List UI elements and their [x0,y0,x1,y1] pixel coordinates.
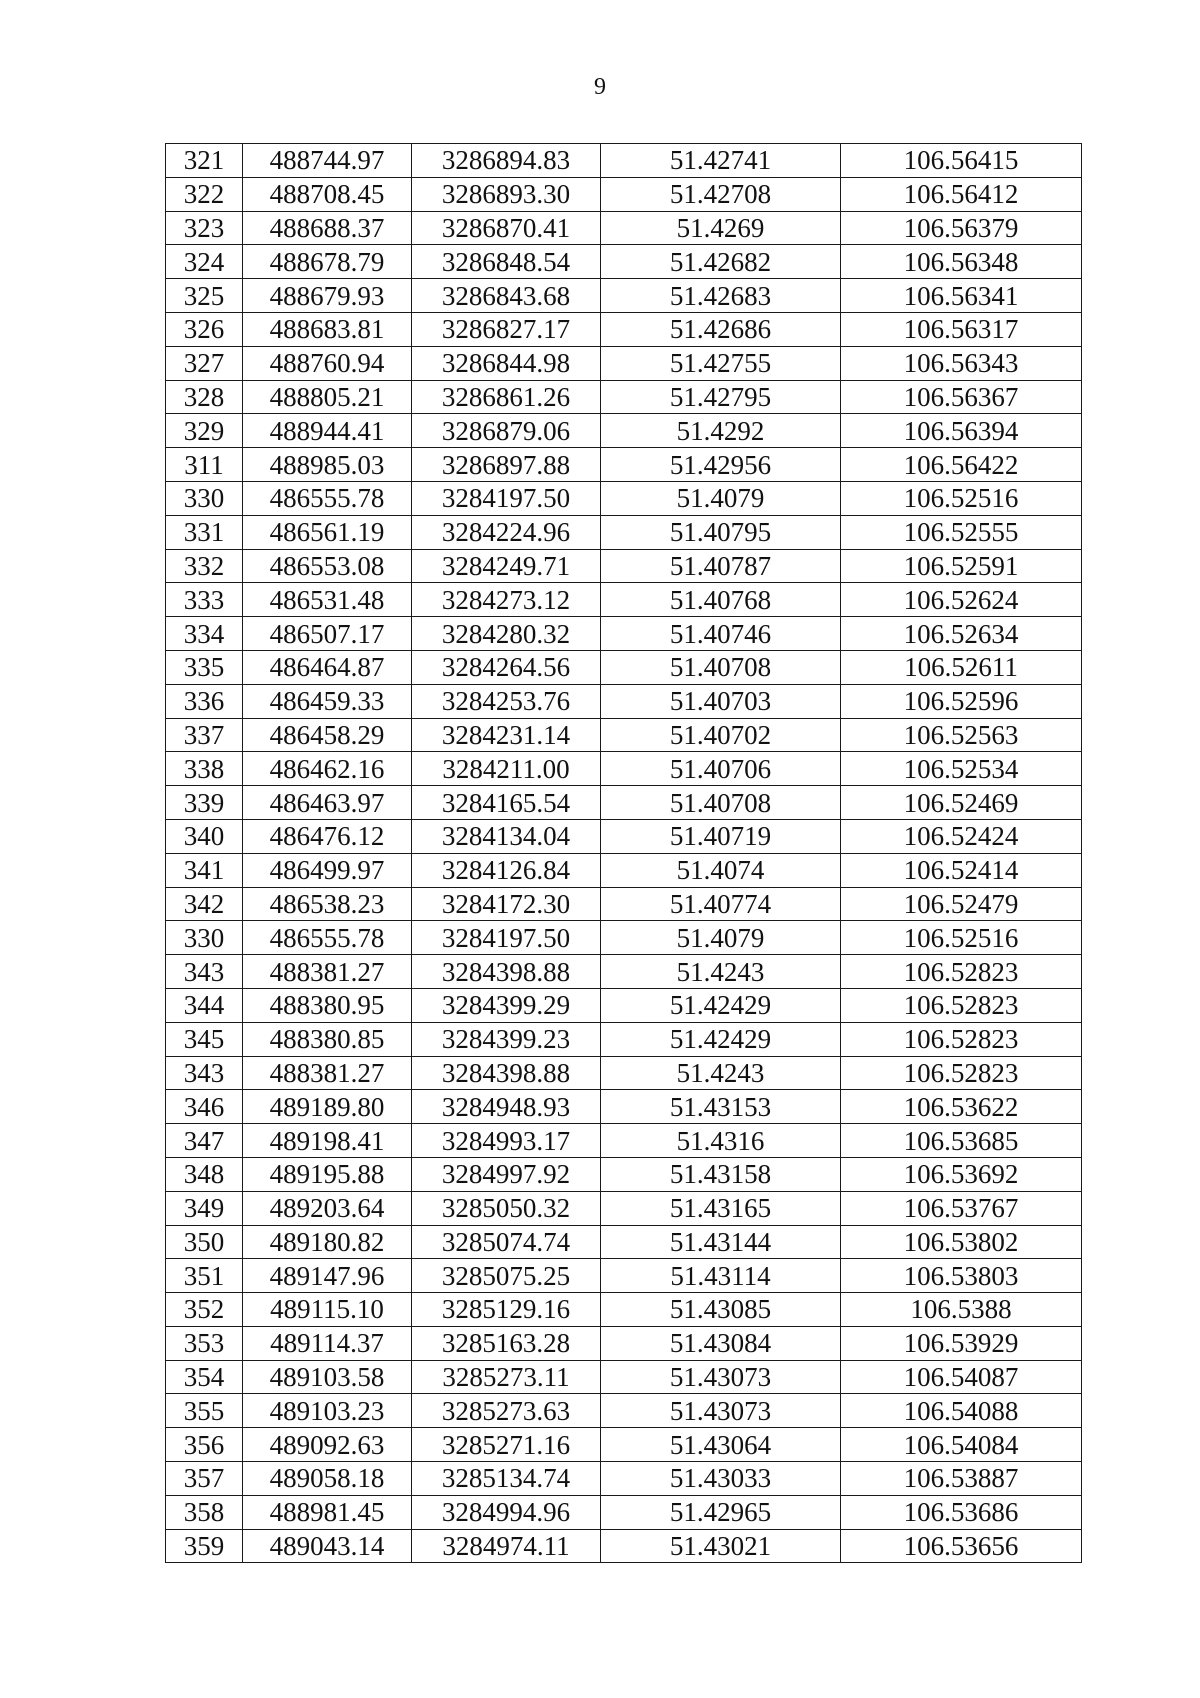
longitude-cell: 106.56348 [841,245,1082,279]
latitude-cell: 51.42429 [601,988,841,1022]
point-number-cell: 343 [166,955,243,989]
x-coordinate-cell: 488805.21 [243,380,412,414]
latitude-cell: 51.4316 [601,1124,841,1158]
longitude-cell: 106.52634 [841,617,1082,651]
longitude-cell: 106.53802 [841,1225,1082,1259]
latitude-cell: 51.42708 [601,177,841,211]
point-number-cell: 332 [166,549,243,583]
table-row [166,617,1082,651]
x-coordinate-cell: 486499.97 [243,853,412,887]
latitude-cell: 51.40708 [601,786,841,820]
longitude-cell: 106.56379 [841,211,1082,245]
table-row [166,1056,1082,1090]
y-coordinate-cell: 3286861.26 [412,380,601,414]
latitude-cell: 51.42965 [601,1495,841,1529]
latitude-cell: 51.40708 [601,650,841,684]
point-number-cell: 341 [166,853,243,887]
y-coordinate-cell: 3286848.54 [412,245,601,279]
x-coordinate-cell: 489092.63 [243,1428,412,1462]
y-coordinate-cell: 3284211.00 [412,752,601,786]
latitude-cell: 51.43073 [601,1394,841,1428]
y-coordinate-cell: 3284398.88 [412,1056,601,1090]
point-number-cell: 347 [166,1124,243,1158]
longitude-cell: 106.52823 [841,1022,1082,1056]
y-coordinate-cell: 3284224.96 [412,515,601,549]
longitude-cell: 106.52516 [841,481,1082,515]
point-number-cell: 358 [166,1495,243,1529]
x-coordinate-cell: 489058.18 [243,1462,412,1496]
x-coordinate-cell: 486553.08 [243,549,412,583]
longitude-cell: 106.53622 [841,1090,1082,1124]
longitude-cell: 106.52479 [841,887,1082,921]
latitude-cell: 51.42686 [601,312,841,346]
longitude-cell: 106.52414 [841,853,1082,887]
latitude-cell: 51.40702 [601,718,841,752]
x-coordinate-cell: 488744.97 [243,144,412,178]
latitude-cell: 51.42795 [601,380,841,414]
latitude-cell: 51.43073 [601,1360,841,1394]
longitude-cell: 106.52516 [841,921,1082,955]
table-row [166,1090,1082,1124]
x-coordinate-cell: 488708.45 [243,177,412,211]
point-number-cell: 328 [166,380,243,414]
latitude-cell: 51.42956 [601,448,841,482]
longitude-cell: 106.54084 [841,1428,1082,1462]
y-coordinate-cell: 3284197.50 [412,921,601,955]
coordinates-table-body [166,144,1082,1563]
table-row [166,1326,1082,1360]
longitude-cell: 106.53692 [841,1157,1082,1191]
latitude-cell: 51.42683 [601,279,841,313]
longitude-cell: 106.56343 [841,346,1082,380]
longitude-cell: 106.52823 [841,955,1082,989]
latitude-cell: 51.4079 [601,921,841,955]
table-row [166,1360,1082,1394]
table-row [166,144,1082,178]
table-row [166,448,1082,482]
y-coordinate-cell: 3285075.25 [412,1259,601,1293]
table-row [166,1157,1082,1191]
x-coordinate-cell: 489203.64 [243,1191,412,1225]
table-row [166,1462,1082,1496]
point-number-cell: 326 [166,312,243,346]
latitude-cell: 51.4074 [601,853,841,887]
x-coordinate-cell: 486462.16 [243,752,412,786]
y-coordinate-cell: 3284134.04 [412,819,601,853]
latitude-cell: 51.40774 [601,887,841,921]
latitude-cell: 51.4243 [601,955,841,989]
x-coordinate-cell: 486459.33 [243,684,412,718]
x-coordinate-cell: 486561.19 [243,515,412,549]
point-number-cell: 311 [166,448,243,482]
point-number-cell: 346 [166,1090,243,1124]
x-coordinate-cell: 486458.29 [243,718,412,752]
longitude-cell: 106.53686 [841,1495,1082,1529]
y-coordinate-cell: 3284994.96 [412,1495,601,1529]
table-row [166,684,1082,718]
table-row [166,752,1082,786]
longitude-cell: 106.53656 [841,1529,1082,1563]
x-coordinate-cell: 489147.96 [243,1259,412,1293]
point-number-cell: 329 [166,414,243,448]
point-number-cell: 337 [166,718,243,752]
longitude-cell: 106.56341 [841,279,1082,313]
x-coordinate-cell: 488380.95 [243,988,412,1022]
y-coordinate-cell: 3285134.74 [412,1462,601,1496]
longitude-cell: 106.52591 [841,549,1082,583]
x-coordinate-cell: 488760.94 [243,346,412,380]
y-coordinate-cell: 3285273.63 [412,1394,601,1428]
x-coordinate-cell: 486531.48 [243,583,412,617]
table-row [166,1124,1082,1158]
y-coordinate-cell: 3286870.41 [412,211,601,245]
x-coordinate-cell: 488381.27 [243,955,412,989]
table-row [166,279,1082,313]
longitude-cell: 106.56367 [841,380,1082,414]
x-coordinate-cell: 489114.37 [243,1326,412,1360]
y-coordinate-cell: 3284399.23 [412,1022,601,1056]
x-coordinate-cell: 489198.41 [243,1124,412,1158]
point-number-cell: 335 [166,650,243,684]
x-coordinate-cell: 488981.45 [243,1495,412,1529]
y-coordinate-cell: 3284126.84 [412,853,601,887]
y-coordinate-cell: 3286827.17 [412,312,601,346]
latitude-cell: 51.40746 [601,617,841,651]
latitude-cell: 51.4079 [601,481,841,515]
longitude-cell: 106.53803 [841,1259,1082,1293]
point-number-cell: 348 [166,1157,243,1191]
latitude-cell: 51.43153 [601,1090,841,1124]
point-number-cell: 327 [166,346,243,380]
longitude-cell: 106.52534 [841,752,1082,786]
latitude-cell: 51.43084 [601,1326,841,1360]
table-row [166,853,1082,887]
longitude-cell: 106.52611 [841,650,1082,684]
latitude-cell: 51.4243 [601,1056,841,1090]
table-row [166,1022,1082,1056]
longitude-cell: 106.52424 [841,819,1082,853]
longitude-cell: 106.53929 [841,1326,1082,1360]
latitude-cell: 51.4292 [601,414,841,448]
latitude-cell: 51.43165 [601,1191,841,1225]
x-coordinate-cell: 488679.93 [243,279,412,313]
longitude-cell: 106.53887 [841,1462,1082,1496]
point-number-cell: 334 [166,617,243,651]
longitude-cell: 106.53685 [841,1124,1082,1158]
point-number-cell: 355 [166,1394,243,1428]
x-coordinate-cell: 489195.88 [243,1157,412,1191]
latitude-cell: 51.42741 [601,144,841,178]
longitude-cell: 106.52555 [841,515,1082,549]
y-coordinate-cell: 3285050.32 [412,1191,601,1225]
table-row [166,819,1082,853]
table-row [166,887,1082,921]
y-coordinate-cell: 3285129.16 [412,1293,601,1327]
longitude-cell: 106.52823 [841,988,1082,1022]
longitude-cell: 106.56415 [841,144,1082,178]
point-number-cell: 336 [166,684,243,718]
table-row [166,988,1082,1022]
y-coordinate-cell: 3284165.54 [412,786,601,820]
point-number-cell: 357 [166,1462,243,1496]
point-number-cell: 333 [166,583,243,617]
point-number-cell: 344 [166,988,243,1022]
latitude-cell: 51.43085 [601,1293,841,1327]
table-row [166,245,1082,279]
latitude-cell: 51.42429 [601,1022,841,1056]
longitude-cell: 106.54087 [841,1360,1082,1394]
x-coordinate-cell: 489043.14 [243,1529,412,1563]
longitude-cell: 106.52823 [841,1056,1082,1090]
coordinates-table [165,143,1082,1563]
y-coordinate-cell: 3284249.71 [412,549,601,583]
longitude-cell: 106.53767 [841,1191,1082,1225]
table-row [166,1225,1082,1259]
x-coordinate-cell: 489103.58 [243,1360,412,1394]
y-coordinate-cell: 3284264.56 [412,650,601,684]
latitude-cell: 51.40768 [601,583,841,617]
y-coordinate-cell: 3284974.11 [412,1529,601,1563]
x-coordinate-cell: 489180.82 [243,1225,412,1259]
latitude-cell: 51.40719 [601,819,841,853]
table-row [166,177,1082,211]
point-number-cell: 354 [166,1360,243,1394]
point-number-cell: 342 [166,887,243,921]
y-coordinate-cell: 3286844.98 [412,346,601,380]
page-number: 9 [594,74,606,100]
table-row [166,650,1082,684]
y-coordinate-cell: 3286897.88 [412,448,601,482]
y-coordinate-cell: 3284398.88 [412,955,601,989]
table-row [166,346,1082,380]
y-coordinate-cell: 3286879.06 [412,414,601,448]
point-number-cell: 323 [166,211,243,245]
y-coordinate-cell: 3284280.32 [412,617,601,651]
table-row [166,312,1082,346]
x-coordinate-cell: 489115.10 [243,1293,412,1327]
x-coordinate-cell: 489189.80 [243,1090,412,1124]
point-number-cell: 345 [166,1022,243,1056]
table-row [166,549,1082,583]
table-row [166,955,1082,989]
x-coordinate-cell: 488985.03 [243,448,412,482]
y-coordinate-cell: 3284399.29 [412,988,601,1022]
point-number-cell: 330 [166,481,243,515]
latitude-cell: 51.42682 [601,245,841,279]
point-number-cell: 349 [166,1191,243,1225]
x-coordinate-cell: 489103.23 [243,1394,412,1428]
point-number-cell: 352 [166,1293,243,1327]
point-number-cell: 331 [166,515,243,549]
y-coordinate-cell: 3284273.12 [412,583,601,617]
latitude-cell: 51.4269 [601,211,841,245]
longitude-cell: 106.52563 [841,718,1082,752]
point-number-cell: 340 [166,819,243,853]
table-row [166,583,1082,617]
table-row [166,1191,1082,1225]
x-coordinate-cell: 488380.85 [243,1022,412,1056]
point-number-cell: 321 [166,144,243,178]
table-row [166,1293,1082,1327]
y-coordinate-cell: 3286843.68 [412,279,601,313]
y-coordinate-cell: 3284997.92 [412,1157,601,1191]
point-number-cell: 325 [166,279,243,313]
table-row [166,921,1082,955]
x-coordinate-cell: 486507.17 [243,617,412,651]
longitude-cell: 106.5388 [841,1293,1082,1327]
x-coordinate-cell: 488683.81 [243,312,412,346]
point-number-cell: 338 [166,752,243,786]
longitude-cell: 106.56412 [841,177,1082,211]
x-coordinate-cell: 486476.12 [243,819,412,853]
y-coordinate-cell: 3284197.50 [412,481,601,515]
latitude-cell: 51.42755 [601,346,841,380]
table-row [166,211,1082,245]
table-row [166,414,1082,448]
longitude-cell: 106.56422 [841,448,1082,482]
longitude-cell: 106.56317 [841,312,1082,346]
longitude-cell: 106.52469 [841,786,1082,820]
latitude-cell: 51.43021 [601,1529,841,1563]
latitude-cell: 51.40795 [601,515,841,549]
x-coordinate-cell: 486463.97 [243,786,412,820]
x-coordinate-cell: 488678.79 [243,245,412,279]
x-coordinate-cell: 488381.27 [243,1056,412,1090]
y-coordinate-cell: 3286893.30 [412,177,601,211]
point-number-cell: 339 [166,786,243,820]
latitude-cell: 51.43064 [601,1428,841,1462]
point-number-cell: 343 [166,1056,243,1090]
table-row [166,1394,1082,1428]
longitude-cell: 106.56394 [841,414,1082,448]
latitude-cell: 51.40703 [601,684,841,718]
point-number-cell: 322 [166,177,243,211]
y-coordinate-cell: 3285163.28 [412,1326,601,1360]
y-coordinate-cell: 3285074.74 [412,1225,601,1259]
point-number-cell: 351 [166,1259,243,1293]
table-row [166,1428,1082,1462]
y-coordinate-cell: 3285271.16 [412,1428,601,1462]
y-coordinate-cell: 3286894.83 [412,144,601,178]
table-row [166,786,1082,820]
x-coordinate-cell: 486464.87 [243,650,412,684]
point-number-cell: 330 [166,921,243,955]
x-coordinate-cell: 488688.37 [243,211,412,245]
x-coordinate-cell: 488944.41 [243,414,412,448]
point-number-cell: 350 [166,1225,243,1259]
longitude-cell: 106.52624 [841,583,1082,617]
table-row [166,515,1082,549]
point-number-cell: 356 [166,1428,243,1462]
x-coordinate-cell: 486538.23 [243,887,412,921]
y-coordinate-cell: 3284231.14 [412,718,601,752]
longitude-cell: 106.54088 [841,1394,1082,1428]
latitude-cell: 51.40787 [601,549,841,583]
table-row [166,481,1082,515]
latitude-cell: 51.43114 [601,1259,841,1293]
y-coordinate-cell: 3284172.30 [412,887,601,921]
point-number-cell: 353 [166,1326,243,1360]
latitude-cell: 51.43144 [601,1225,841,1259]
y-coordinate-cell: 3284948.93 [412,1090,601,1124]
table-row [166,1259,1082,1293]
x-coordinate-cell: 486555.78 [243,921,412,955]
y-coordinate-cell: 3285273.11 [412,1360,601,1394]
table-row [166,718,1082,752]
table-row [166,1495,1082,1529]
y-coordinate-cell: 3284993.17 [412,1124,601,1158]
y-coordinate-cell: 3284253.76 [412,684,601,718]
table-row [166,1529,1082,1563]
x-coordinate-cell: 486555.78 [243,481,412,515]
point-number-cell: 324 [166,245,243,279]
latitude-cell: 51.43158 [601,1157,841,1191]
latitude-cell: 51.43033 [601,1462,841,1496]
longitude-cell: 106.52596 [841,684,1082,718]
table-row [166,380,1082,414]
latitude-cell: 51.40706 [601,752,841,786]
point-number-cell: 359 [166,1529,243,1563]
